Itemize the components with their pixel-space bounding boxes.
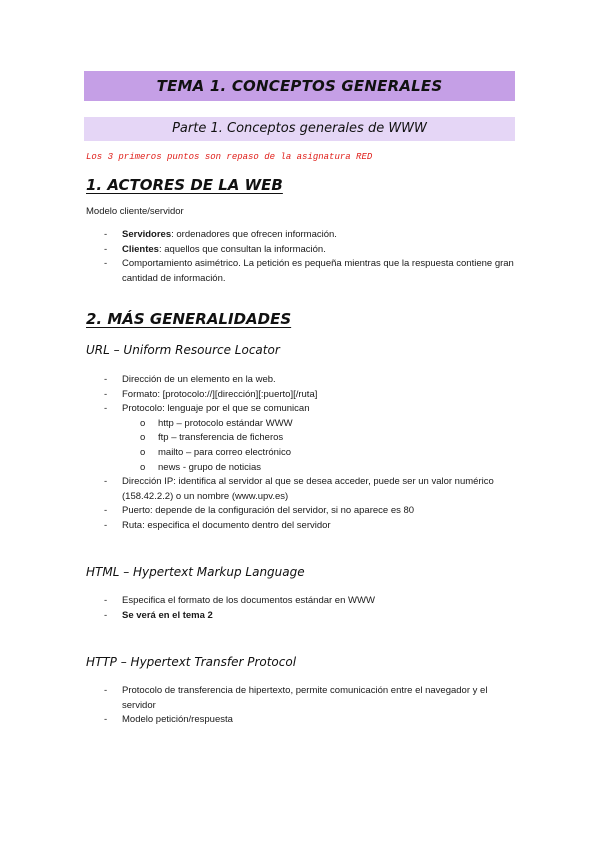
list-item: o mailto – para correo electrónico [140,446,292,458]
url-list [86,373,516,534]
section-heading-actores: 1. ACTORES DE LA WEB [86,176,283,194]
protocol-sublist [122,417,516,475]
html-list [86,594,516,623]
url-heading: URL – Uniform Resource Locator [86,343,280,357]
list-item: - Formato: [protocolo://][dirección][:puerto][/ruta] [104,388,318,400]
list-item: - Especifica el formato de los documentos estándar en WWW [104,595,375,606]
list-item: - Dirección de un elemento en la web. [104,374,276,385]
list-item: - Se verá en el tema 2 [104,609,213,621]
list-item: o http – protocolo estándar WWW [140,417,293,429]
http-list [86,684,516,728]
list-item: o news - grupo de noticias [140,461,261,473]
page-title: TEMA 1. CONCEPTOS GENERALES [84,71,515,101]
list-item: o ftp – transferencia de ficheros [140,432,284,444]
list-item: - Comportamiento asimétrico. La petición es pequeña mientras que la respuesta contiene gran cantidad de información. [104,258,514,284]
html-heading: HTML – Hypertext Markup Language [86,565,305,579]
list-item: - Servidores: ordenadores que ofrecen información. [104,229,337,240]
section-intro: Modelo cliente/servidor [86,206,184,217]
list-item: - Modelo petición/respuesta [104,714,233,726]
http-heading: HTTP – Hypertext Transfer Protocol [86,655,297,669]
page-subtitle: Parte 1. Conceptos generales de WWW [84,117,515,141]
list-item: - Clientes: aquellos que consultan la información. [104,243,326,255]
actores-list [86,228,516,286]
list-item: - Ruta: especifica el documento dentro del servidor [104,519,331,531]
section-heading-generalidades: 2. MÁS GENERALIDADES [86,310,292,328]
list-item: - Dirección IP: identifica al servidor al que se desea acceder, puede ser un valor numérico (158.42.2.2) o un nombre (www.upv.es) [104,476,494,502]
list-item: - Protocolo de transferencia de hipertexto, permite comunicación entre el navegador y el servidor [104,685,488,711]
list-item: - Puerto: depende de la configuración del servidor, si no aparece es 80 [104,505,415,517]
review-note: Los 3 primeros puntos son repaso de la asignatura RED [86,152,373,162]
list-item: - Protocolo: lenguaje por el que se comunican o http – protocolo estándar WWW o ftp – transferencia de ficheros o mailto – para correo electrónico o news - grupo de noticias [86,402,516,475]
